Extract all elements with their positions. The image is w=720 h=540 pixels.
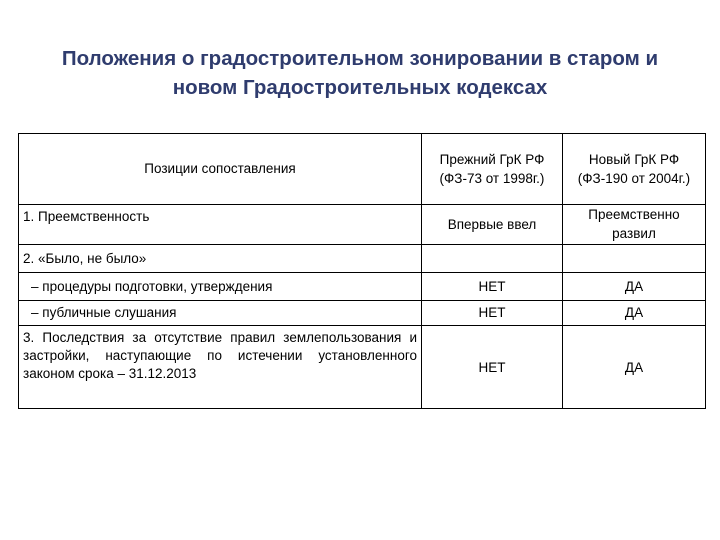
row-label-procedures: – процедуры подготовки, утверждения bbox=[19, 272, 422, 300]
row-label-continuity: 1. Преемственность bbox=[19, 204, 422, 244]
row-label-was-not-was: 2. «Было, не было» bbox=[19, 245, 422, 272]
comparison-table bbox=[18, 133, 706, 409]
cell-old-procedures: НЕТ bbox=[422, 272, 563, 300]
title-line-1: Положения о градостроительном зонировании в старом и bbox=[61, 47, 659, 70]
cell-new-hearings: ДА bbox=[563, 300, 706, 325]
cell-old-empty bbox=[422, 245, 563, 272]
cell-old-hearings: НЕТ bbox=[422, 300, 563, 325]
row-label-hearings: – публичные слушания bbox=[19, 300, 422, 325]
cell-new-empty bbox=[563, 245, 706, 272]
cell-old-consequences: НЕТ bbox=[422, 326, 563, 409]
table-row bbox=[19, 245, 706, 272]
slide-title bbox=[0, 44, 720, 102]
table-header-row bbox=[19, 134, 706, 205]
cell-old-continuity: Впервые ввел bbox=[422, 204, 563, 244]
cell-new-consequences: ДА bbox=[563, 326, 706, 409]
row-label-consequences: 3. Последствия за отсутствие правил землепользования и застройки, наступающие по истечении установленного законом срока – 31.12.2013 bbox=[19, 326, 422, 409]
title-line-2: новом Градостроительных кодексах bbox=[172, 76, 548, 99]
table-row bbox=[19, 272, 706, 300]
header-new-code: Новый ГрК РФ (ФЗ-190 от 2004г.) bbox=[563, 134, 706, 205]
header-positions: Позиции сопоставления bbox=[19, 134, 422, 205]
cell-new-continuity: Преемственно развил bbox=[563, 204, 706, 244]
cell-new-procedures: ДА bbox=[563, 272, 706, 300]
table-row bbox=[19, 326, 706, 409]
header-old-code: Прежний ГрК РФ (ФЗ-73 от 1998г.) bbox=[422, 134, 563, 205]
table-row bbox=[19, 300, 706, 325]
table-row bbox=[19, 204, 706, 244]
